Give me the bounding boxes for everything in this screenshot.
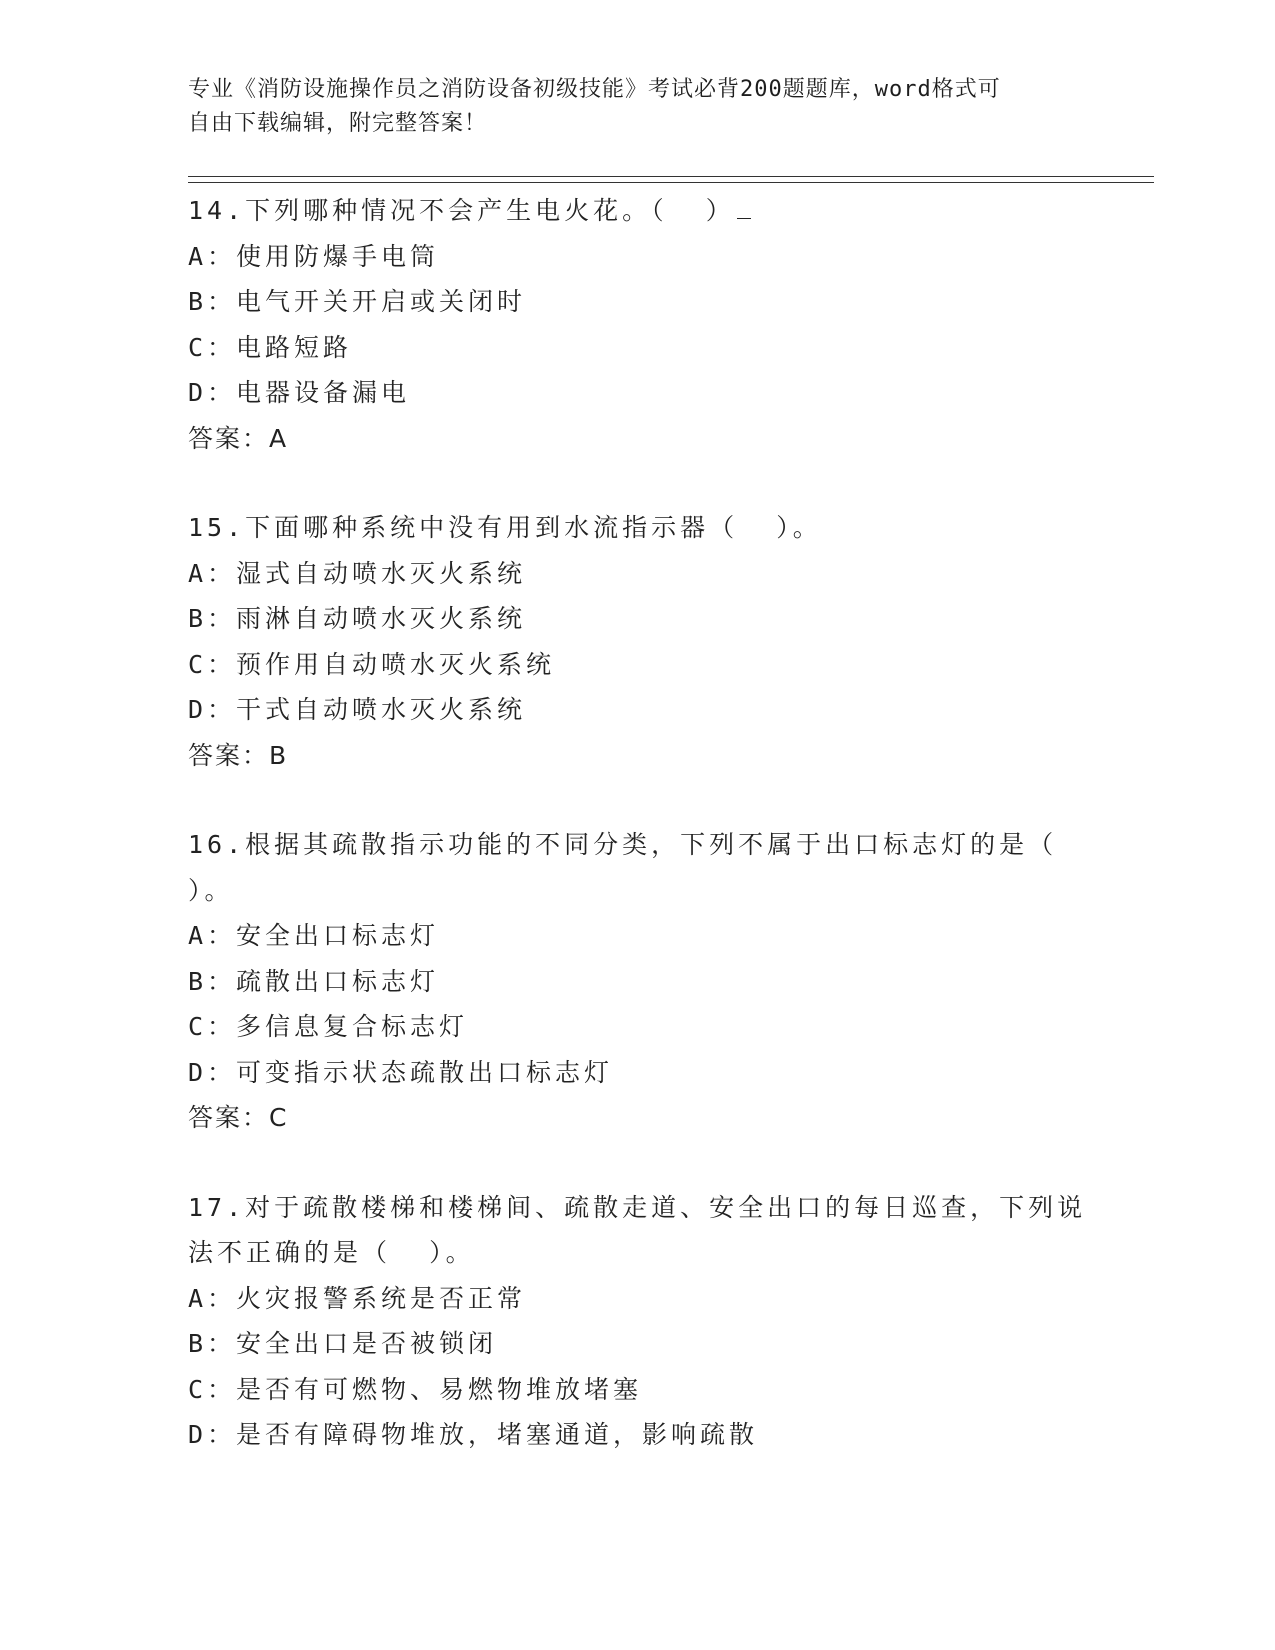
header-line-2: 自由下载编辑，附完整答案！ bbox=[188, 111, 488, 136]
question-block bbox=[188, 505, 1088, 778]
option-d: D：是否有障碍物堆放，堵塞通道，影响疏散 bbox=[188, 1420, 759, 1449]
answer-line: 答案：B bbox=[188, 740, 289, 770]
question-list bbox=[188, 188, 1088, 1502]
question-stem-line bbox=[188, 505, 1088, 551]
option-c: C：是否有可燃物、易燃物堆放堵塞 bbox=[188, 1374, 643, 1404]
question-block bbox=[188, 1185, 1088, 1458]
option-b: B：雨淋自动喷水灭火系统 bbox=[188, 604, 527, 633]
option-a: A：湿式自动喷水灭火系统 bbox=[188, 558, 527, 588]
question-stem-text: 15.下面哪种系统中没有用到水流指示器（ ）。 bbox=[188, 513, 822, 542]
question-block bbox=[188, 188, 1088, 461]
option-c: C：多信息复合标志灯 bbox=[188, 1012, 469, 1041]
option-b: B：电气开关开启或关闭时 bbox=[188, 287, 527, 316]
option-b: B：安全出口是否被锁闭 bbox=[188, 1329, 498, 1358]
option-d: D：干式自动喷水灭火系统 bbox=[188, 695, 527, 724]
answer-line: 答案：C bbox=[188, 1103, 289, 1132]
answer-blank bbox=[737, 198, 751, 219]
question-stem-line bbox=[188, 188, 1088, 234]
option-d: D：可变指示状态疏散出口标志灯 bbox=[188, 1057, 614, 1087]
question-stem-text: 16.根据其疏散指示功能的不同分类，下列不属于出口标志灯的是（ bbox=[188, 830, 1058, 859]
header-divider-bottom bbox=[188, 182, 1154, 183]
question-stem-line bbox=[188, 822, 1088, 868]
question-block bbox=[188, 822, 1088, 1141]
question-stem-line bbox=[188, 1230, 1088, 1276]
option-c: C：电路短路 bbox=[188, 332, 353, 362]
question-stem-line bbox=[188, 1185, 1088, 1231]
option-d: D：电器设备漏电 bbox=[188, 378, 411, 407]
question-stem-text: 14.下列哪种情况不会产生电火花。（ ） bbox=[188, 196, 735, 225]
question-stem-text: ）。 bbox=[188, 875, 234, 905]
question-stem-line bbox=[188, 868, 1088, 914]
option-a: A：使用防爆手电筒 bbox=[188, 241, 440, 271]
question-stem-text: 法不正确的是（ ）。 bbox=[188, 1238, 475, 1267]
option-b: B：疏散出口标志灯 bbox=[188, 966, 440, 996]
answer-line: 答案：A bbox=[188, 423, 289, 453]
question-stem-text: 17.对于疏散楼梯和楼梯间、疏散走道、安全出口的每日巡查，下列说 bbox=[188, 1192, 1087, 1222]
option-c: C：预作用自动喷水灭火系统 bbox=[188, 649, 556, 679]
header-line-1: 专业《消防设施操作员之消防设备初级技能》考试必背200题题库，word格式可 bbox=[188, 77, 1001, 102]
option-a: A：安全出口标志灯 bbox=[188, 921, 440, 950]
document-header bbox=[188, 73, 1088, 141]
header-divider-top bbox=[188, 176, 1154, 177]
option-a: A：火灾报警系统是否正常 bbox=[188, 1283, 527, 1313]
